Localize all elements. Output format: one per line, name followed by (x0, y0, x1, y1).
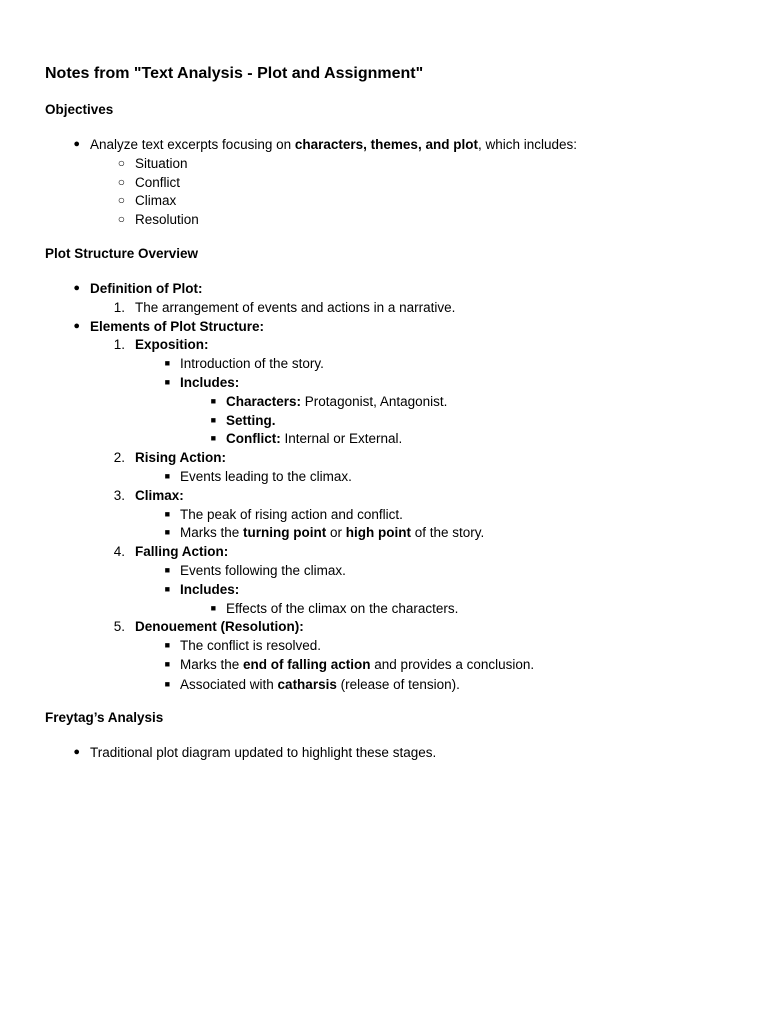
list-item-text: Conflict: Internal or External. (226, 431, 403, 446)
square-marker: ■ (164, 679, 170, 689)
square-marker: ■ (164, 377, 170, 387)
list-item-text: Introduction of the story. (180, 356, 324, 371)
list-item-label: Includes: (180, 375, 240, 390)
list-item-text: The arrangement of events and actions in a narrative. (135, 300, 456, 315)
document-title: Notes from "Text Analysis - Plot and Assignment" (45, 65, 424, 82)
bullet-marker: ● (73, 138, 80, 150)
list-item-text: Events leading to the climax. (180, 469, 352, 484)
square-marker: ■ (164, 358, 170, 368)
list-item-text: Effects of the climax on the characters. (226, 601, 459, 616)
number-marker: 1. (113, 300, 125, 315)
square-marker: ■ (164, 565, 170, 575)
list-item-text: Events following the climax. (180, 563, 346, 578)
square-marker: ■ (164, 659, 170, 669)
circle-marker: ○ (117, 156, 125, 170)
square-marker: ■ (164, 471, 170, 481)
list-item-text: Conflict (135, 175, 181, 190)
list-item-text: The conflict is resolved. (180, 638, 322, 653)
list-item-label: Setting. (226, 413, 276, 428)
list-item-text: Traditional plot diagram updated to highlight these stages. (90, 745, 437, 760)
bullet-marker: ● (73, 282, 80, 294)
list-item-label: Exposition: (135, 337, 209, 352)
circle-marker: ○ (117, 175, 125, 189)
number-marker: 5. (113, 619, 125, 634)
list-item-text: Analyze text excerpts focusing on characters, themes, and plot, which includes: (90, 137, 577, 152)
circle-marker: ○ (117, 212, 125, 226)
list-item-text: Characters: Protagonist, Antagonist. (226, 394, 448, 409)
number-marker: 3. (113, 488, 125, 503)
list-item-label: Definition of Plot: (90, 281, 203, 296)
list-item-text: Climax (135, 193, 177, 208)
number-marker: 2. (113, 450, 125, 465)
square-marker: ■ (210, 415, 216, 425)
bullet-marker: ● (73, 320, 80, 332)
circle-marker: ○ (117, 193, 125, 207)
square-marker: ■ (210, 396, 216, 406)
list-item-label: Elements of Plot Structure: (90, 319, 265, 334)
square-marker: ■ (210, 433, 216, 443)
list-item-text: Resolution (135, 212, 199, 227)
heading-freytag: Freytag’s Analysis (45, 710, 164, 725)
list-item-text: The peak of rising action and conflict. (180, 507, 403, 522)
number-marker: 4. (113, 544, 125, 559)
list-item-text: Associated with catharsis (release of tension). (180, 677, 460, 692)
square-marker: ■ (164, 509, 170, 519)
list-item-label: Falling Action: (135, 544, 229, 559)
list-item-label: Denouement (Resolution): (135, 619, 304, 634)
bullet-marker: ● (73, 746, 80, 758)
heading-objectives: Objectives (45, 102, 114, 117)
heading-plot-structure: Plot Structure Overview (45, 246, 199, 261)
list-item-text: Situation (135, 156, 188, 171)
list-item-text: Marks the turning point or high point of the story. (180, 525, 485, 540)
list-item-text: Marks the end of falling action and provides a conclusion. (180, 657, 535, 672)
list-item-label: Rising Action: (135, 450, 226, 465)
list-item-label: Climax: (135, 488, 184, 503)
number-marker: 1. (113, 337, 125, 352)
list-item-label: Includes: (180, 582, 240, 597)
square-marker: ■ (210, 603, 216, 613)
square-marker: ■ (164, 640, 170, 650)
square-marker: ■ (164, 584, 170, 594)
square-marker: ■ (164, 527, 170, 537)
